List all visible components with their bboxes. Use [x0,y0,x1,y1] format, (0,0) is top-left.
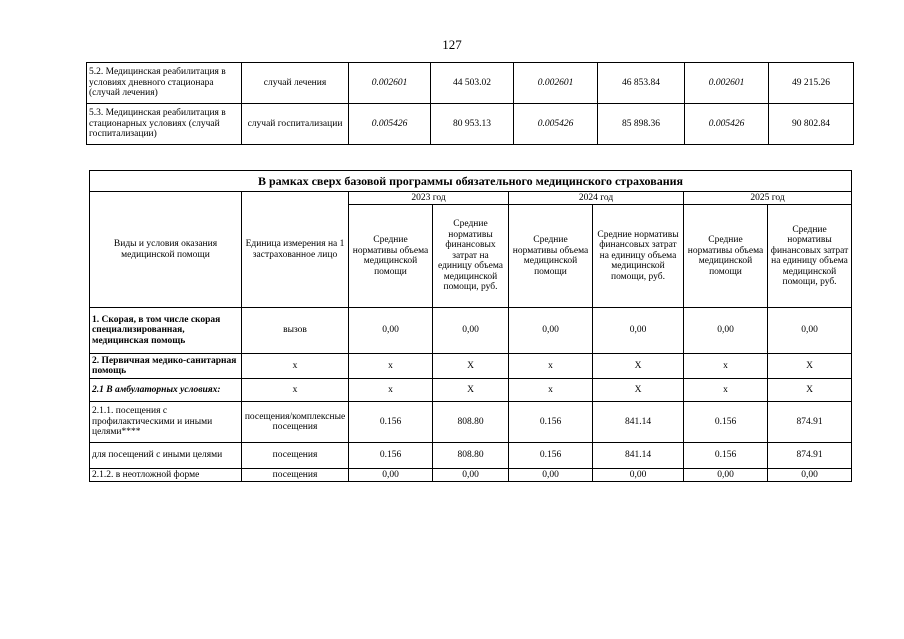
table-cell: х [509,379,593,402]
header-year: 2023 год [349,192,509,205]
table-row [90,443,852,469]
row-name: 2.1.1. посещения с профилактическими и иными целями**** [90,402,242,443]
row-unit: посещения [242,469,349,482]
row-name: 1. Скорая, в том числе скорая специализированная, медицинская помощь [90,308,242,354]
table-row [87,104,854,145]
table-cell: 85 898.36 [598,104,685,145]
header-cost: Средние нормативы финансовых затрат на единицу объема медицинской помощи, руб. [768,205,852,308]
row-name: 5.3. Медицинская реабилитация в стационарных условиях (случай госпитализации) [87,104,242,145]
table-row [90,354,852,379]
table-cell: 0.156 [509,402,593,443]
header-cost: Средние нормативы финансовых затрат на единицу объема медицинской помощи, руб. [433,205,509,308]
row-unit: вызов [242,308,349,354]
table-cell: 808.80 [433,443,509,469]
table-cell: 0,00 [509,469,593,482]
table-cell: 0,00 [768,308,852,354]
table-cell: 0,00 [433,308,509,354]
table-cell: 46 853.84 [598,63,685,104]
table-cell: 49 215.26 [769,63,854,104]
row-unit: посещения [242,443,349,469]
table-row [90,379,852,402]
header-row [90,192,852,205]
table-cell: 0,00 [349,469,433,482]
table-cell: 90 802.84 [769,104,854,145]
row-name: 2.1.2. в неотложной форме [90,469,242,482]
row-name: 5.2. Медицинская реабилитация в условиях дневного стационара (случай лечения) [87,63,242,104]
row-unit: х [242,354,349,379]
table-cell: 0.005426 [349,104,431,145]
table-cell: 874.91 [768,402,852,443]
row-unit: посещения/комплексные посещения [242,402,349,443]
main-table [89,170,852,482]
table-cell: 808.80 [433,402,509,443]
table-cell: 841.14 [593,402,684,443]
table-cell: 0,00 [433,469,509,482]
table-cell: х [349,354,433,379]
table-cell: 0.156 [509,443,593,469]
table-cell: 0.005426 [685,104,769,145]
table-cell: 44 503.02 [431,63,514,104]
table-cell: 0.156 [684,443,768,469]
table-cell: Х [593,379,684,402]
header-year: 2025 год [684,192,852,205]
row-name: 2. Первичная медико-санитарная помощь [90,354,242,379]
table-cell: Х [433,354,509,379]
table-cell: 0,00 [349,308,433,354]
table-cell: х [349,379,433,402]
table-cell: 0,00 [593,308,684,354]
header-unit: Единица измерения на 1 застрахованное лицо [242,192,349,308]
title-row [90,171,852,192]
table-cell: Х [768,379,852,402]
header-norm: Средние нормативы объема медицинской помощи [509,205,593,308]
row-name: для посещений с иными целями [90,443,242,469]
table-cell: х [684,354,768,379]
table-cell: 0.002601 [514,63,598,104]
table-row [87,63,854,104]
table-cell: 0.156 [349,443,433,469]
table-cell: Х [768,354,852,379]
table-cell: 0,00 [509,308,593,354]
table-row [90,469,852,482]
table-cell: 0.005426 [514,104,598,145]
page-number: 127 [442,37,462,52]
table-title: В рамках сверх базовой программы обязательного медицинского страхования [90,171,852,192]
header-norm: Средние нормативы объема медицинской помощи [349,205,433,308]
table-cell: 80 953.13 [431,104,514,145]
table-cell: 0,00 [768,469,852,482]
table-cell: 0.002601 [685,63,769,104]
table-row [90,308,852,354]
table-cell: 0,00 [593,469,684,482]
table-cell: Х [593,354,684,379]
table-cell: 841.14 [593,443,684,469]
row-unit: х [242,379,349,402]
table-cell: 0.156 [349,402,433,443]
row-unit: случай госпитализации [242,104,349,145]
table-cell: 0,00 [684,469,768,482]
table-cell: Х [433,379,509,402]
table-cell: 874.91 [768,443,852,469]
table-cell: х [684,379,768,402]
header-cost: Средние нормативы финансовых затрат на единицу объема медицинской помощи, руб. [593,205,684,308]
header-year: 2024 год [509,192,684,205]
table-row [90,402,852,443]
table-cell: х [509,354,593,379]
table-cell: 0,00 [684,308,768,354]
row-unit: случай лечения [242,63,349,104]
table-cell: 0.002601 [349,63,431,104]
header-type: Виды и условия оказания медицинской помощи [90,192,242,308]
table-cell: 0.156 [684,402,768,443]
header-norm: Средние нормативы объема медицинской помощи [684,205,768,308]
row-name: 2.1 В амбулаторных условиях: [90,379,242,402]
top-table [86,62,854,145]
